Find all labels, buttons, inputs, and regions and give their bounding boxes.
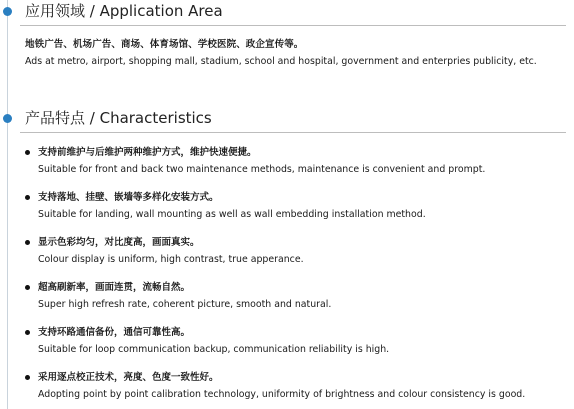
section-divider — [20, 25, 566, 26]
bullet-icon — [25, 330, 30, 335]
list-item-cn: 显示色彩均匀，对比度高，画面真实。 — [38, 237, 200, 248]
timeline-line — [7, 0, 8, 409]
list-item-cn: 支持前维护与后维护两种维护方式，维护快速便捷。 — [38, 147, 257, 158]
list-item-en: Super high refresh rate, coherent picture, smooth and natural. — [38, 299, 332, 310]
list-item-cn: 支持落地、挂壁、嵌墙等多样化安装方式。 — [38, 192, 219, 203]
characteristics-section-title: 产品特点 / Characteristics — [25, 109, 212, 127]
list-item-en: Suitable for loop communication backup, communication reliability is high. — [38, 344, 390, 355]
section-divider — [20, 132, 566, 133]
list-item-cn: 支持环路通信备份，通信可靠性高。 — [38, 327, 191, 338]
timeline-dot-icon — [3, 114, 12, 123]
list-item-en: Suitable for front and back two maintenance methods, maintenance is convenient and prompt. — [38, 164, 486, 175]
application-description-en: Ads at metro, airport, shopping mall, stadium, school and hospital, government and enterpries publicity, etc. — [25, 56, 537, 67]
application-section-header — [0, 0, 574, 26]
application-description — [25, 36, 570, 70]
application-section-title: 应用领域 / Application Area — [25, 2, 223, 20]
bullet-icon — [25, 150, 30, 155]
application-description-cn: 地铁广告、机场广告、商场、体育场馆、学校医院、政企宣传等。 — [25, 39, 304, 50]
list-item-en: Suitable for landing, wall mounting as well as wall embedding installation method. — [38, 209, 426, 220]
bullet-icon — [25, 240, 30, 245]
bullet-icon — [25, 195, 30, 200]
list-item-en: Adopting point by point calibration technology, uniformity of brightness and colour consistency is good. — [38, 389, 526, 400]
list-item-cn: 超高刷新率，画面连贯，流畅自然。 — [38, 282, 191, 293]
bullet-icon — [25, 375, 30, 380]
list-item-cn: 采用逐点校正技术，亮度、色度一致性好。 — [38, 372, 219, 383]
list-item-en: Colour display is uniform, high contrast, true apperance. — [38, 254, 304, 265]
bullet-icon — [25, 285, 30, 290]
characteristics-section-header — [0, 107, 574, 133]
timeline-dot-icon — [3, 7, 12, 16]
